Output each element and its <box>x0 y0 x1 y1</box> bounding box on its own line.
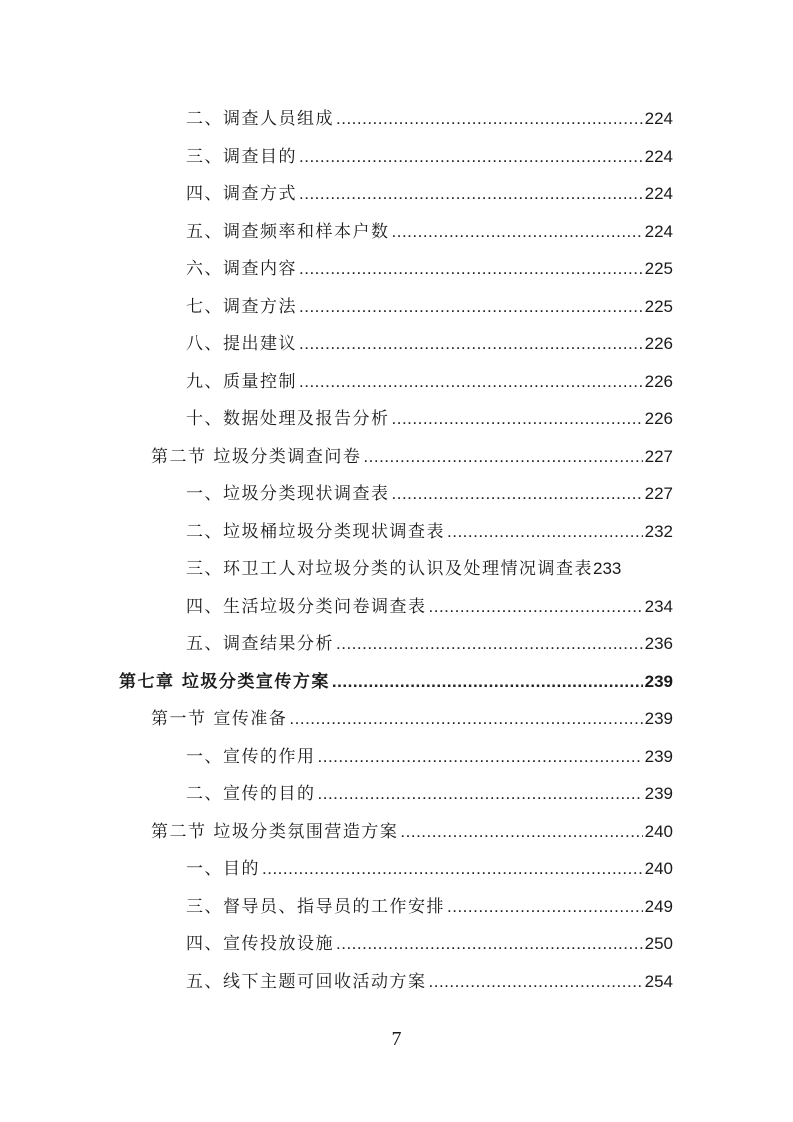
toc-entry-title: 九、质量控制 <box>186 371 297 392</box>
dot-leader <box>289 706 642 732</box>
toc-entry[interactable] <box>186 331 673 357</box>
toc-entry-page: 224 <box>644 221 673 241</box>
toc-entry-page: 233 <box>593 559 622 578</box>
toc-entry-title: 三、环卫工人对垃圾分类的认识及处理情况调查表 <box>186 559 593 579</box>
toc-section-entry[interactable] <box>151 819 673 845</box>
toc-entry-page: 225 <box>644 259 673 278</box>
toc-entry-title: 八、提出建议 <box>186 334 297 354</box>
toc-entry-title: 六、调查内容 <box>186 259 297 279</box>
toc-entry-page: 232 <box>644 521 673 541</box>
toc-entry-page: 225 <box>644 296 673 316</box>
toc-entry[interactable] <box>186 481 673 507</box>
toc-entry-page: 224 <box>644 146 673 166</box>
toc-entry-page: 226 <box>644 409 673 428</box>
dot-leader <box>400 819 642 845</box>
toc-entry-title: 五、调查结果分析 <box>186 634 334 654</box>
toc-entry[interactable] <box>186 969 673 995</box>
toc-entry-title: 二、宣传的目的 <box>186 784 316 804</box>
toc-entry-page: 240 <box>644 821 673 841</box>
toc-entry-page: 224 <box>644 109 673 128</box>
toc-entry[interactable] <box>186 369 673 395</box>
dot-leader <box>262 856 643 882</box>
toc-entry[interactable] <box>186 519 673 545</box>
dot-leader <box>392 219 643 245</box>
dot-leader <box>429 969 643 995</box>
toc-entry[interactable] <box>186 631 673 657</box>
toc-entry-title: 三、督导员、指导员的工作安排 <box>186 896 445 917</box>
toc-entry-page: 250 <box>644 934 673 953</box>
dot-leader <box>299 256 643 282</box>
toc-entry-page: 227 <box>644 484 673 503</box>
toc-entry-title: 二、垃圾桶垃圾分类现状调查表 <box>186 521 445 542</box>
toc-entry-page: 226 <box>644 371 673 391</box>
toc-entry-title: 第二节 垃圾分类氛围营造方案 <box>151 821 399 842</box>
toc-section-entry[interactable] <box>151 444 673 470</box>
toc-entry[interactable] <box>186 931 673 957</box>
dot-leader <box>336 931 643 957</box>
toc-entry[interactable] <box>186 744 673 770</box>
toc-entry-title: 四、宣传投放设施 <box>186 934 334 954</box>
toc-entry[interactable] <box>186 856 673 882</box>
dot-leader <box>336 631 643 657</box>
page-number: 7 <box>391 1028 402 1050</box>
toc-entry-page: 239 <box>644 709 673 728</box>
toc-entry-title: 第一节 宣传准备 <box>151 709 288 729</box>
dot-leader <box>392 406 643 432</box>
toc-entry-title: 第二节 垃圾分类调查问卷 <box>151 446 362 467</box>
toc-entry[interactable] <box>186 181 673 207</box>
toc-entry[interactable] <box>186 219 673 245</box>
toc-entry[interactable] <box>186 781 673 807</box>
toc-entry-title: 四、调查方式 <box>186 184 297 204</box>
dot-leader <box>447 894 643 920</box>
dot-leader <box>363 444 642 470</box>
dot-leader <box>299 369 643 395</box>
toc-chapter-entry[interactable] <box>119 669 673 695</box>
toc-entry-page: 239 <box>644 784 673 803</box>
dot-leader <box>299 181 643 207</box>
toc-entry-title: 一、目的 <box>186 859 260 879</box>
toc-entry-title: 五、调查频率和样本户数 <box>186 221 390 242</box>
toc-entry-page: 224 <box>644 184 673 203</box>
toc-entry[interactable] <box>186 894 673 920</box>
toc-entry[interactable] <box>186 556 696 582</box>
toc-entry-title: 三、调查目的 <box>186 146 297 167</box>
dot-leader <box>332 669 643 695</box>
toc-entry-page: 227 <box>644 446 673 466</box>
toc-entry-title: 十、数据处理及报告分析 <box>186 409 390 429</box>
toc-entry-page: 239 <box>644 671 673 691</box>
toc-entry[interactable] <box>186 144 673 170</box>
toc-entry[interactable] <box>186 594 673 620</box>
dot-leader <box>318 744 643 770</box>
toc-entry-page: 226 <box>644 334 673 353</box>
toc-entry-page: 254 <box>644 971 673 991</box>
dot-leader <box>429 594 643 620</box>
toc-entry-title: 四、生活垃圾分类问卷调查表 <box>186 596 427 617</box>
toc-entry-title: 二、调查人员组成 <box>186 109 334 129</box>
dot-leader <box>299 294 643 320</box>
toc-entry-page: 249 <box>644 896 673 916</box>
toc-entry[interactable] <box>186 406 673 432</box>
dot-leader <box>447 519 643 545</box>
toc-entry[interactable] <box>186 294 673 320</box>
dot-leader <box>299 331 643 357</box>
toc-entry-title: 一、宣传的作用 <box>186 746 316 767</box>
toc-entry-title: 五、线下主题可回收活动方案 <box>186 971 427 992</box>
toc-entry[interactable] <box>186 106 673 132</box>
dot-leader <box>392 481 643 507</box>
toc-entry-title: 第七章 垃圾分类宣传方案 <box>119 671 330 692</box>
toc-entry[interactable] <box>186 256 673 282</box>
toc-entry-page: 234 <box>644 596 673 616</box>
toc-entry-title: 一、垃圾分类现状调查表 <box>186 484 390 504</box>
toc-entry-page: 239 <box>644 746 673 766</box>
toc-entry-page: 236 <box>644 634 673 653</box>
toc-entry-page: 240 <box>644 859 673 878</box>
dot-leader <box>299 144 643 170</box>
toc-entry-title: 七、调查方法 <box>186 296 297 317</box>
toc-section-entry[interactable] <box>151 706 673 732</box>
dot-leader <box>336 106 643 132</box>
dot-leader <box>318 781 643 807</box>
